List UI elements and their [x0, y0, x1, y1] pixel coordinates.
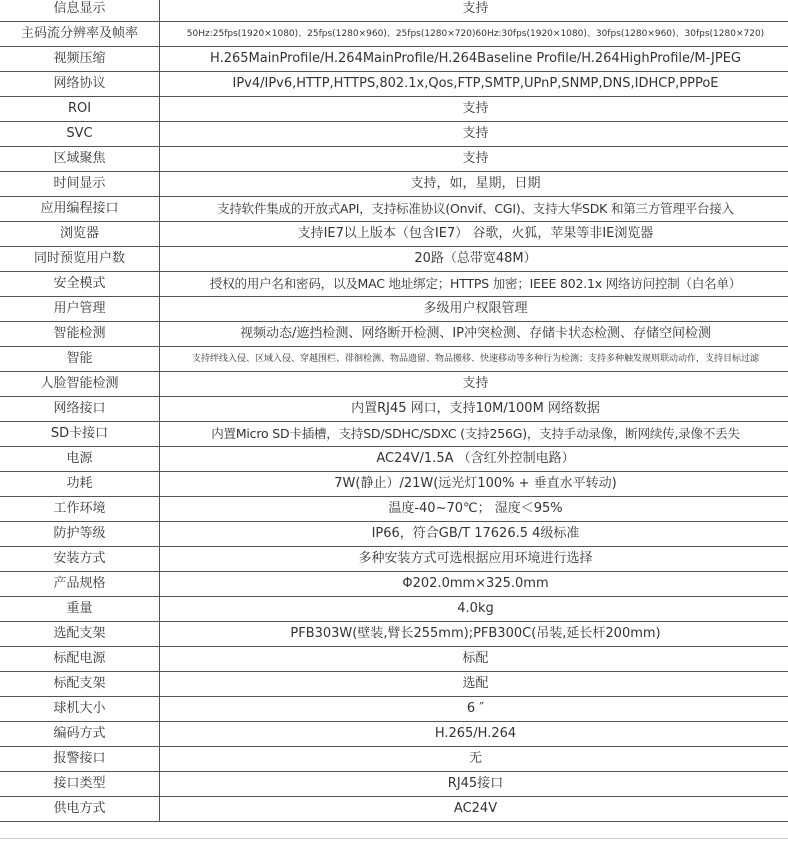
spec-label: 球机大小	[0, 697, 160, 722]
spec-value: IP66，符合GB/T 17626.5 4级标准	[160, 522, 788, 547]
spec-label: 人脸智能检测	[0, 372, 160, 397]
spec-value: 内置RJ45 网口，支持10M/100M 网络数据	[160, 397, 788, 422]
spec-label: 信息显示	[0, 0, 160, 22]
spec-label: 视频压缩	[0, 47, 160, 72]
spec-row-info-display	[0, 0, 788, 22]
spec-row-power-supply	[0, 447, 788, 472]
spec-row-video-compression	[0, 47, 788, 72]
spec-row-installation	[0, 547, 788, 572]
spec-value: PFB303W(壁装,臂长255mm);PFB300C(吊装,延长杆200mm)	[160, 622, 788, 647]
spec-row-weight	[0, 597, 788, 622]
spec-row-svc	[0, 122, 788, 147]
spec-label: 应用编程接口	[0, 197, 160, 222]
spec-label: 智能	[0, 347, 160, 372]
spec-label: ROI	[0, 97, 160, 122]
spec-label: 时间显示	[0, 172, 160, 197]
spec-value: 支持	[160, 147, 788, 172]
spec-value: 20路（总带宽48M）	[160, 247, 788, 272]
spec-label: 供电方式	[0, 797, 160, 822]
spec-row-network-interface	[0, 397, 788, 422]
spec-value: H.265MainProfile/H.264MainProfile/H.264Baseline Profile/H.264HighProfile/M-JPEG	[160, 47, 788, 72]
spec-value: 4.0kg	[160, 597, 788, 622]
spec-label: 接口类型	[0, 772, 160, 797]
spec-label: 网络协议	[0, 72, 160, 97]
spec-row-power-method	[0, 797, 788, 822]
spec-value: 6 ″	[160, 697, 788, 722]
spec-label: 选配支架	[0, 622, 160, 647]
spec-value: 视频动态/遮挡检测、网络断开检测、IP冲突检测、存储卡状态检测、存储空间检测	[160, 322, 788, 347]
spec-label: 浏览器	[0, 222, 160, 247]
spec-value: 支持IE7以上版本（包含IE7） 谷歌，火狐，苹果等非IE浏览器	[160, 222, 788, 247]
spec-row-power-consumption	[0, 472, 788, 497]
spec-label: 安全模式	[0, 272, 160, 297]
spec-label: 报警接口	[0, 747, 160, 772]
spec-label: 防护等级	[0, 522, 160, 547]
spec-row-concurrent-users	[0, 247, 788, 272]
spec-value: 标配	[160, 647, 788, 672]
spec-label: 重量	[0, 597, 160, 622]
spec-value: IPv4/IPv6,HTTP,HTTPS,802.1x,Qos,FTP,SMTP,UPnP,SNMP,DNS,IDHCP,PPPoE	[160, 72, 788, 97]
spec-row-encoding	[0, 722, 788, 747]
spec-label: 智能检测	[0, 322, 160, 347]
spec-value: 支持，如，星期，日期	[160, 172, 788, 197]
spec-row-standard-bracket	[0, 672, 788, 697]
spec-value: Φ202.0mm×325.0mm	[160, 572, 788, 597]
spec-row-user-management	[0, 297, 788, 322]
spec-row-dome-size	[0, 697, 788, 722]
spec-label: SD卡接口	[0, 422, 160, 447]
spec-row-roi	[0, 97, 788, 122]
spec-row-dimensions	[0, 572, 788, 597]
spec-label: SVC	[0, 122, 160, 147]
spec-row-network-protocol	[0, 72, 788, 97]
spec-row-sd-card	[0, 422, 788, 447]
spec-label: 区域聚焦	[0, 147, 160, 172]
spec-value: 50Hz:25fps(1920×1080)、25fps(1280×960)、25fps(1280×720)60Hz:30fps(1920×1080)、30fps(1280×960)、30fps(1280×720)	[160, 22, 788, 47]
spec-value: 温度-40~70℃； 湿度＜95%	[160, 497, 788, 522]
spec-row-optional-bracket	[0, 622, 788, 647]
spec-row-interface-type	[0, 772, 788, 797]
spec-value: 无	[160, 747, 788, 772]
spec-value: 支持	[160, 97, 788, 122]
spec-label: 工作环境	[0, 497, 160, 522]
spec-label: 同时预览用户数	[0, 247, 160, 272]
spec-label: 用户管理	[0, 297, 160, 322]
spec-row-alarm-interface	[0, 747, 788, 772]
spec-value: 7W(静止）/21W(远光灯100% + 垂直水平转动)	[160, 472, 788, 497]
spec-row-browser	[0, 222, 788, 247]
spec-label: 标配支架	[0, 672, 160, 697]
spec-row-standard-power	[0, 647, 788, 672]
spec-row-face-detection	[0, 372, 788, 397]
spec-row-intelligence	[0, 347, 788, 372]
spec-value: 支持	[160, 372, 788, 397]
spec-row-api	[0, 197, 788, 222]
spec-label: 网络接口	[0, 397, 160, 422]
spec-value: 授权的用户名和密码，以及MAC 地址绑定；HTTPS 加密；IEEE 802.1x 网络访问控制（白名单）	[160, 272, 788, 297]
spec-value: AC24V	[160, 797, 788, 822]
spec-label: 标配电源	[0, 647, 160, 672]
spec-row-environment	[0, 497, 788, 522]
spec-row-region-focus	[0, 147, 788, 172]
spec-label: 功耗	[0, 472, 160, 497]
spec-label: 编码方式	[0, 722, 160, 747]
spec-row-security-mode	[0, 272, 788, 297]
spec-label: 电源	[0, 447, 160, 472]
spec-row-protection-level	[0, 522, 788, 547]
spec-value: 多种安装方式可选根据应用环境进行选择	[160, 547, 788, 572]
spec-value: 支持	[160, 122, 788, 147]
spec-value: 支持	[160, 0, 788, 22]
spec-row-smart-detection	[0, 322, 788, 347]
spec-value: 支持绊线入侵、区域入侵、穿越围栏、徘徊检测、物品遗留、物品搬移、快速移动等多种行为检测；支持多种触发规则联动动作，支持目标过滤	[160, 347, 788, 372]
spec-value: AC24V/1.5A （含红外控制电路）	[160, 447, 788, 472]
spec-label: 产品规格	[0, 572, 160, 597]
spec-value: H.265/H.264	[160, 722, 788, 747]
spec-row-time-display	[0, 172, 788, 197]
spec-label: 主码流分辨率及帧率	[0, 22, 160, 47]
spec-value: RJ45接口	[160, 772, 788, 797]
footer-divider	[0, 838, 788, 839]
spec-value: 内置Micro SD卡插槽，支持SD/SDHC/SDXC (支持256G)，支持手动录像，断网续传,录像不丢失	[160, 422, 788, 447]
spec-row-main-stream-resolution	[0, 22, 788, 47]
spec-label: 安装方式	[0, 547, 160, 572]
spec-value: 多级用户权限管理	[160, 297, 788, 322]
spec-value: 选配	[160, 672, 788, 697]
spec-value: 支持软件集成的开放式API，支持标准协议(Onvif、CGI)、支持大华SDK 和第三方管理平台接入	[160, 197, 788, 222]
